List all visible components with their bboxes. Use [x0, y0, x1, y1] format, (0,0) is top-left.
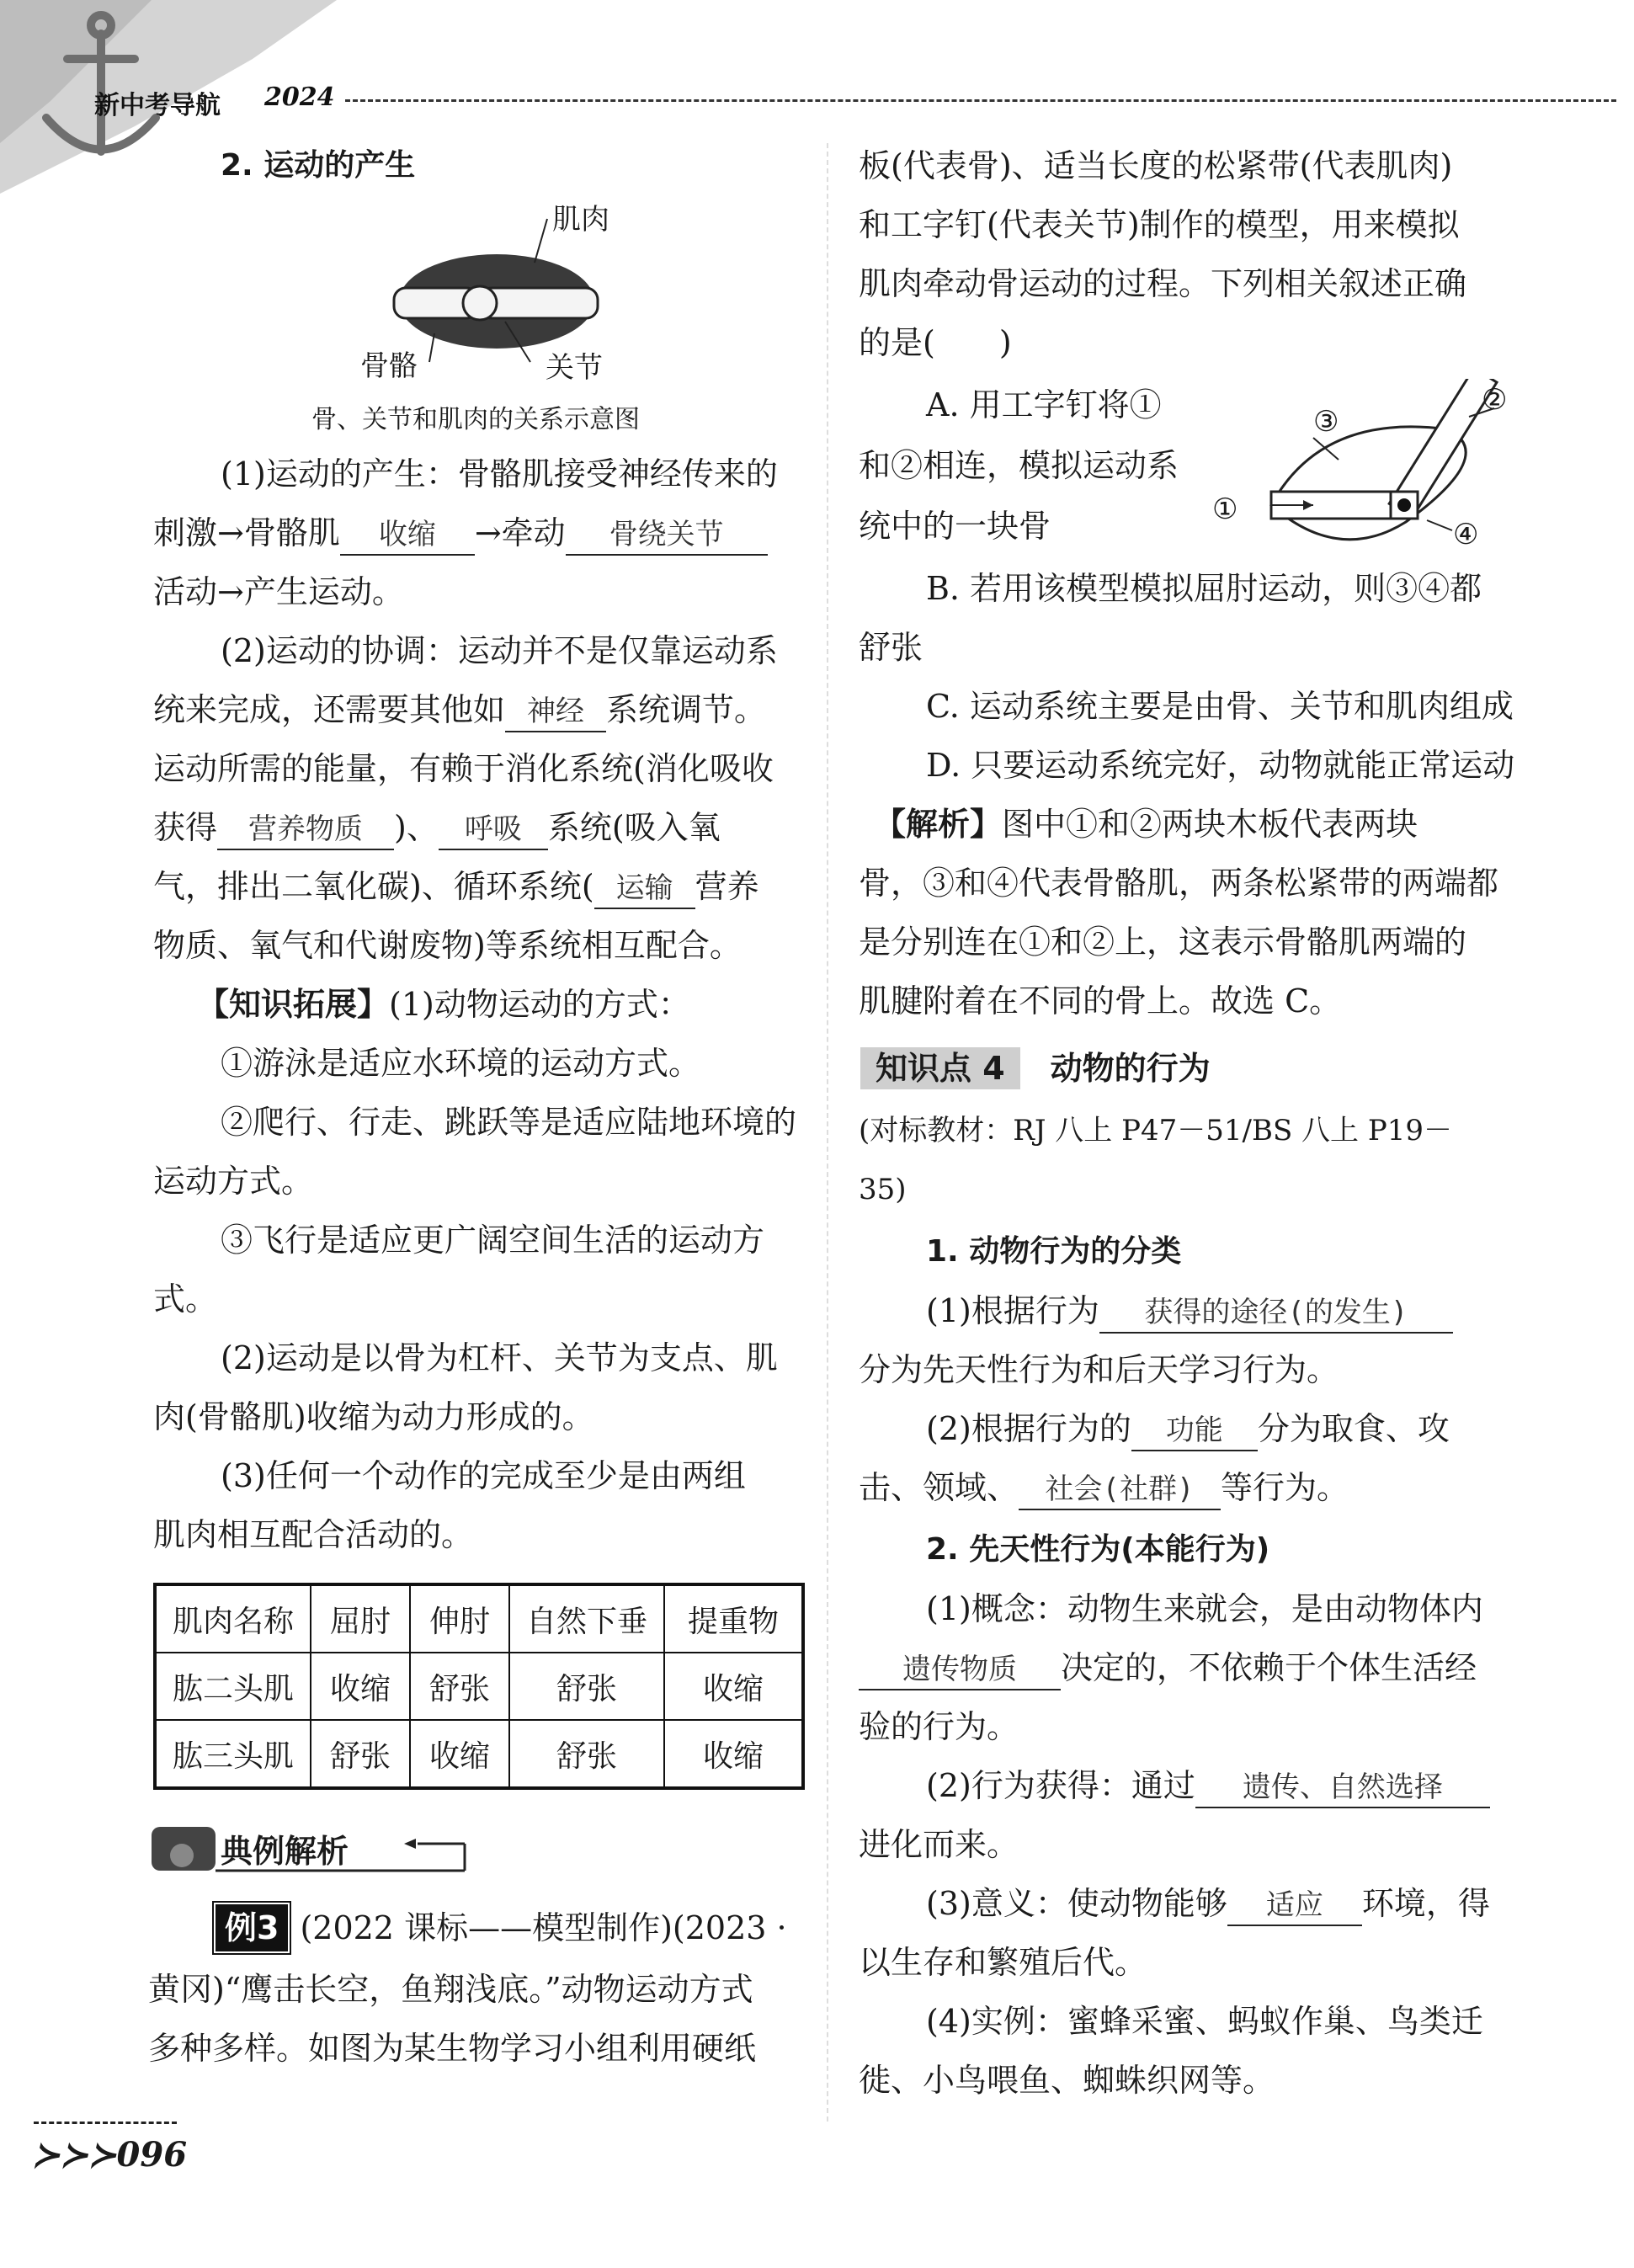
- text: 获得: [153, 809, 218, 846]
- text: 分为取食、攻: [1257, 1410, 1450, 1447]
- answer-blank: 社会(社群): [1019, 1470, 1221, 1510]
- option-b-1: B. 若用该模型模拟屈肘运动，则③④都: [926, 570, 1482, 607]
- table-header-cell: 屈肘: [311, 1584, 410, 1653]
- table-cell: 舒张: [509, 1653, 664, 1720]
- table-cell: 收缩: [664, 1720, 803, 1788]
- innate-p3c: 以生存和繁殖后代。: [859, 1944, 1147, 1981]
- section-title-motion: 2. 运动的产生: [221, 148, 416, 183]
- answer-blank: 神经: [505, 692, 606, 732]
- text: 决定的，不依赖于个体生活经: [1061, 1649, 1477, 1686]
- answer-blank: 遗传、自然选择: [1195, 1768, 1490, 1808]
- table-cell: 肱三头肌: [155, 1720, 311, 1788]
- answer-blank: 获得的途径(的发生): [1099, 1293, 1453, 1334]
- analysis-1: [874, 803, 1418, 845]
- answer-blank: 适应: [1227, 1886, 1362, 1926]
- table-cell: 舒张: [410, 1653, 509, 1720]
- ext-b2: 运动方式。: [153, 1163, 314, 1200]
- para-coord-a: (2)运动的协调：运动并不是仅靠运动系: [221, 632, 778, 669]
- table-cell: 舒张: [311, 1720, 410, 1788]
- option-a-3: 统中的一块骨: [859, 508, 1051, 545]
- text: 图中①和②两块木板代表两块: [1002, 806, 1418, 843]
- table-cell: 收缩: [664, 1653, 803, 1720]
- text: (1)动物运动的方式：: [389, 986, 690, 1023]
- page-number-value: 096: [116, 2135, 188, 2175]
- model-label-1: ①: [1212, 492, 1238, 526]
- innate-behavior-title: 2. 先天性行为(本能行为): [926, 1532, 1270, 1567]
- header-year: 2024: [264, 83, 335, 112]
- analysis-4: 肌腱附着在不同的骨上。故选 C。: [859, 982, 1342, 1020]
- example-line-a: [216, 1904, 787, 1951]
- knowledge-point-title: 动物的行为: [1050, 1050, 1211, 1087]
- analysis-3: 是分别连在①和②上，这表示骨骼肌两端的: [859, 924, 1467, 961]
- text: )、: [394, 809, 439, 846]
- text: (1)根据行为: [926, 1292, 1099, 1329]
- text: (2)根据行为的: [926, 1410, 1131, 1447]
- behavior-class-p2c: [859, 1467, 1349, 1510]
- page-number: [32, 2135, 187, 2175]
- model-label-2: ②: [1482, 383, 1508, 417]
- ext-c1: ③飞行是适应更广阔空间生活的运动方: [221, 1222, 765, 1259]
- ext-a: ①游泳是适应水环境的运动方式。: [221, 1045, 701, 1082]
- textbook-ref-1: (对标教材：RJ 八上 P47－51/BS 八上 P19－: [859, 1114, 1453, 1147]
- option-b-2: 舒张: [859, 629, 923, 666]
- footer-divider: [34, 2122, 177, 2124]
- example-line-c: 多种多样。如图为某生物学习小组利用硬纸: [148, 2030, 757, 2067]
- table-cell: 舒张: [509, 1720, 664, 1788]
- text: →牵动: [474, 514, 566, 551]
- option-a-2: 和②相连，模拟运动系: [859, 447, 1179, 484]
- table-row: [155, 1720, 803, 1788]
- text: 击、领域、: [859, 1469, 1019, 1506]
- innate-p3: [926, 1882, 1490, 1926]
- table-header-cell: 伸肘: [410, 1584, 509, 1653]
- answer-blank: 呼吸: [439, 810, 548, 850]
- innate-p1a: (1)概念：动物生来就会，是由动物体内: [926, 1590, 1483, 1627]
- para-coord-c: 运动所需的能量，有赖于消化系统(消化吸收: [153, 750, 774, 787]
- answer-blank: 骨绕关节: [566, 515, 768, 556]
- para-coord-f: 物质、氧气和代谢废物)等系统相互配合。: [153, 927, 742, 964]
- text: (2022 课标——模型制作)(2023 ·: [300, 1909, 787, 1946]
- example-banner-title: 典例解析: [221, 1833, 349, 1870]
- textbook-ref-2: 35): [859, 1173, 907, 1206]
- ext-2b: 肉(骨骼肌)收缩为动力形成的。: [153, 1398, 594, 1435]
- table-cell: 肱二头肌: [155, 1653, 311, 1720]
- table-cell: 收缩: [311, 1653, 410, 1720]
- para-coord-d: [153, 807, 721, 850]
- para-coord-b: [153, 689, 766, 732]
- ext-3a: (3)任何一个动作的完成至少是由两组: [221, 1457, 746, 1494]
- para-coord-e: [153, 865, 759, 909]
- figure-label-joint: 关节: [546, 351, 603, 385]
- table-header-cell: 提重物: [664, 1584, 803, 1653]
- innate-p2: [926, 1765, 1490, 1808]
- analysis-label: 【解析】: [874, 806, 1003, 843]
- text: 营养: [695, 868, 759, 905]
- table-header-cell: 肌肉名称: [155, 1584, 311, 1653]
- option-c: C. 运动系统主要是由骨、关节和肌肉组成: [926, 688, 1514, 725]
- behavior-class-p2: [926, 1408, 1450, 1451]
- column-divider: [827, 143, 828, 2122]
- para-motion-1c: 活动→产生运动。: [153, 573, 404, 610]
- knowledge-point-tag: 知识点 4: [860, 1047, 1020, 1089]
- innate-p4a: (4)实例：蜜蜂采蜜、蚂蚁作巢、鸟类迁: [926, 2003, 1483, 2040]
- behavior-class-p1b: 分为先天性行为和后天学习行为。: [859, 1351, 1339, 1388]
- text: 统来完成，还需要其他如: [153, 691, 506, 728]
- behavior-class-p1: [926, 1290, 1453, 1334]
- header-divider: [345, 99, 1616, 102]
- option-a-1: A. 用工字钉将①: [926, 386, 1162, 423]
- figure-caption: 骨、关节和肌肉的关系示意图: [311, 405, 640, 434]
- text: (2)行为获得：通过: [926, 1767, 1195, 1804]
- option-d: D. 只要运动系统完好，动物就能正常运动: [926, 747, 1515, 784]
- innate-p1b: [859, 1647, 1477, 1690]
- text: 等行为。: [1221, 1469, 1349, 1506]
- analysis-2: 骨，③和④代表骨骼肌，两条松紧带的两端都: [859, 865, 1499, 902]
- question-a: 板(代表骨)、适当长度的松紧带(代表肌肉): [859, 147, 1453, 184]
- example-line-b: 黄冈)“鹰击长空，鱼翔浅底。”动物运动方式: [148, 1971, 753, 2008]
- text: (3)意义：使动物能够: [926, 1885, 1227, 1922]
- text: 系统(吸入氧: [547, 809, 721, 846]
- figure-label-bone: 骨骼: [360, 349, 418, 383]
- header-series-title: 新中考导航: [94, 91, 221, 120]
- innate-p4b: 徙、小鸟喂鱼、蜘蛛织网等。: [859, 2062, 1275, 2099]
- model-label-3: ③: [1313, 405, 1339, 439]
- answer-blank: 营养物质: [217, 810, 394, 850]
- ext-b1: ②爬行、行走、跳跃等是适应陆地环境的: [221, 1104, 797, 1141]
- para-motion-1: (1)运动的产生：骨骼肌接受神经传来的: [221, 455, 778, 492]
- ext-3b: 肌肉相互配合活动的。: [153, 1516, 474, 1553]
- text: 环境，得: [1361, 1885, 1490, 1922]
- table-header-cell: 自然下垂: [509, 1584, 664, 1653]
- text: 系统调节。: [606, 691, 767, 728]
- text: 刺激→骨骼肌: [153, 514, 340, 551]
- answer-blank: 遗传物质: [859, 1650, 1061, 1690]
- knowledge-point-heading: [860, 1047, 1211, 1089]
- answer-blank: 运输: [594, 869, 695, 909]
- model-label-4: ④: [1453, 518, 1479, 551]
- example-tag: 例3: [216, 1904, 288, 1951]
- question-d: 的是( ): [859, 324, 1012, 361]
- figure-label-muscle: 肌肉: [552, 203, 609, 237]
- answer-blank: 收缩: [340, 515, 475, 556]
- para-motion-1b: [153, 512, 768, 556]
- ext-label: 【知识拓展】: [197, 986, 390, 1023]
- muscle-state-table: [153, 1583, 805, 1790]
- answer-blank: 功能: [1131, 1411, 1258, 1451]
- table-row: [155, 1653, 803, 1720]
- question-c: 肌肉牵动骨运动的过程。下列相关叙述正确: [859, 265, 1467, 302]
- ext-2a: (2)运动是以骨为杠杆、关节为支点、肌: [221, 1339, 778, 1376]
- text: 气，排出二氧化碳)、循环系统(: [153, 868, 594, 905]
- ext-c2: 式。: [153, 1280, 218, 1318]
- footer-arrows: ≻≻≻: [32, 2135, 117, 2175]
- question-b: 和工字钉(代表关节)制作的模型，用来模拟: [859, 206, 1460, 243]
- table-header-row: [155, 1584, 803, 1653]
- knowledge-ext: [197, 983, 690, 1025]
- innate-p1c: 验的行为。: [859, 1708, 1019, 1745]
- innate-p2b: 进化而来。: [859, 1826, 1019, 1863]
- behavior-class-title: 1. 动物行为的分类: [926, 1234, 1182, 1269]
- table-cell: 收缩: [410, 1720, 509, 1788]
